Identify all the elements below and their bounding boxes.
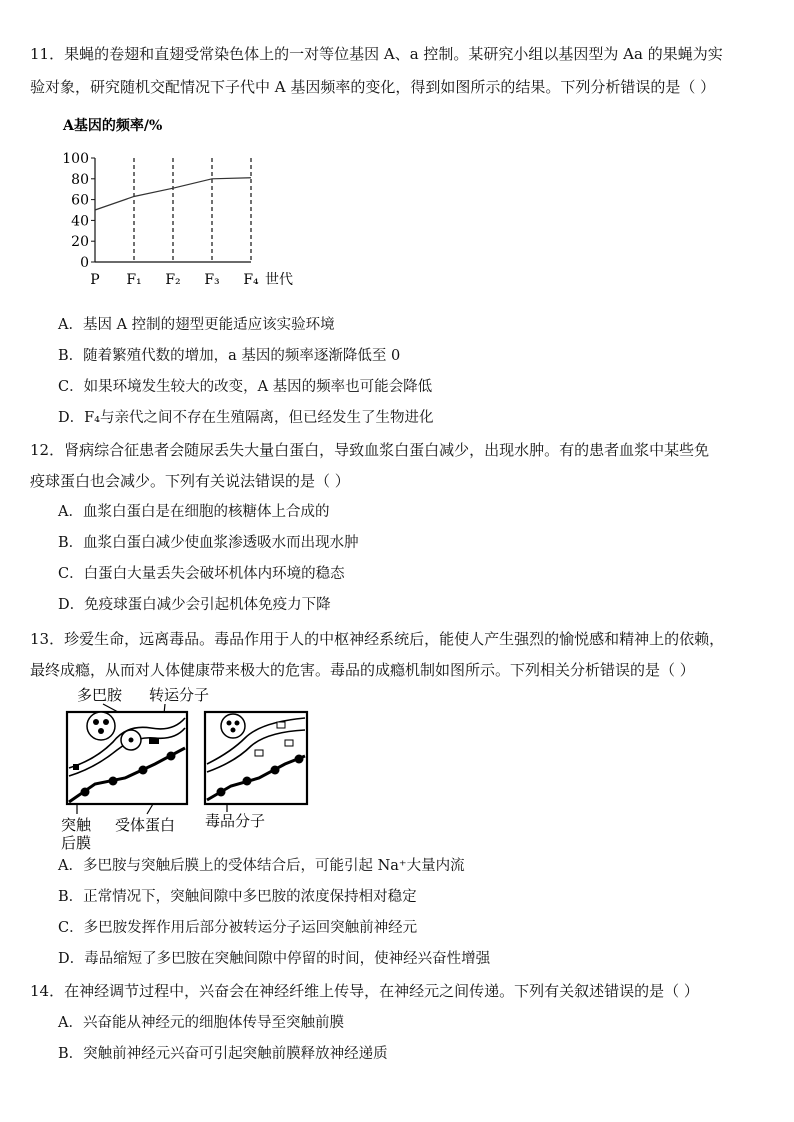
label-postsynaptic-2: 后膜: [61, 834, 92, 850]
q12-option-a: A．血浆白蛋白是在细胞的核糖体上合成的: [58, 504, 330, 520]
q12-option-c: C．白蛋白大量丢失会破坏机体内环境的稳态: [58, 566, 345, 582]
x-tick-label: F₁: [126, 272, 142, 288]
q11-stem-line1: 11．果蝇的卷翅和直翅受常染色体上的一对等位基因 A、a 控制。某研究小组以基因型为 Aa 的果蝇为实: [30, 45, 723, 63]
q13-option-c: C．多巴胺发挥作用后部分被转运分子运回突触前神经元: [58, 920, 418, 936]
label-dopamine: 多巴胺: [77, 686, 123, 704]
q11-option-a: A．基因 A 控制的翅型更能适应该实验环境: [58, 317, 335, 333]
label-drug: 毒品分子: [205, 812, 266, 830]
x-tick-label: P: [90, 272, 100, 288]
chart-ylabel: A基因的频率/%: [63, 118, 163, 134]
y-tick-label: 20: [71, 234, 89, 251]
q14-option-a: A．兴奋能从神经元的细胞体传导至突触前膜: [58, 1015, 344, 1031]
q14-option-b: B．突触前神经元兴奋可引起突触前膜释放神经递质: [58, 1046, 388, 1062]
q11-stem-line2: 验对象，研究随机交配情况下子代中 A 基因频率的变化，得到如图所示的结果。下列分析错误的是（ ）: [30, 78, 716, 96]
q14-stem-line1: 14．在神经调节过程中，兴奋会在神经纤维上传导，在神经元之间传递。下列有关叙述错误的是（ ）: [30, 982, 699, 1000]
q11-option-c: C．如果环境发生较大的改变，A 基因的频率也可能会降低: [58, 379, 433, 395]
y-tick-label: 0: [80, 255, 89, 271]
q13-synapse-diagram: [55, 680, 325, 850]
y-tick-label: 100: [62, 151, 89, 167]
x-tick-label: F₃: [204, 272, 220, 288]
q11-option-b: B．随着繁殖代数的增加，a 基因的频率逐渐降低至 0: [58, 348, 401, 364]
q13-stem-line1: 13．珍爱生命，远离毒品。毒品作用于人的中枢神经系统后，能使人产生强烈的愉悦感和精神上的依赖，: [30, 630, 725, 648]
q13-option-b: B．正常情况下，突触间隙中多巴胺的浓度保持相对稳定: [58, 889, 417, 905]
q12-option-b: B．血浆白蛋白减少使血浆渗透吸水而出现水肿: [58, 535, 359, 551]
label-transporter: 转运分子: [149, 686, 210, 704]
x-axis-ticks: [90, 272, 259, 288]
chart-gridlines: [134, 158, 251, 262]
q12-option-d: D．免疫球蛋白减少会引起机体免疫力下降: [58, 597, 331, 613]
q12-stem-line2: 疫球蛋白也会减少。下列有关说法错误的是（ ）: [30, 472, 350, 490]
q12-stem-line1: 12．肾病综合征患者会随尿丢失大量白蛋白，导致血浆白蛋白减少，出现水肿。有的患者血浆中某些免: [30, 441, 710, 459]
q13-stem-line2: 最终成瘾，从而对人体健康带来极大的危害。毒品的成瘾机制如图所示。下列相关分析错误的是（ ）: [30, 661, 695, 679]
q11-line-chart: [55, 110, 315, 295]
label-receptor: 受体蛋白: [115, 816, 176, 834]
q13-option-a: A．多巴胺与突触后膜上的受体结合后，可能引起 Na⁺大量内流: [58, 858, 465, 874]
chart-xlabel: 世代: [265, 272, 293, 288]
normal-synapse-panel: [67, 712, 187, 804]
x-tick-label: F₂: [165, 272, 181, 288]
label-postsynaptic-1: 突触: [61, 816, 92, 834]
x-tick-label: F₄: [243, 272, 259, 288]
q11-option-d: D．F₄与亲代之间不存在生殖隔离，但已经发生了生物进化: [58, 410, 434, 426]
y-axis-ticks: [62, 151, 95, 271]
y-tick-label: 60: [71, 192, 89, 209]
y-tick-label: 80: [71, 171, 89, 188]
y-tick-label: 40: [71, 213, 89, 230]
q13-option-d: D．毒品缩短了多巴胺在突触间隙中停留的时间，使神经兴奋性增强: [58, 951, 491, 967]
drug-synapse-panel: [205, 712, 307, 804]
